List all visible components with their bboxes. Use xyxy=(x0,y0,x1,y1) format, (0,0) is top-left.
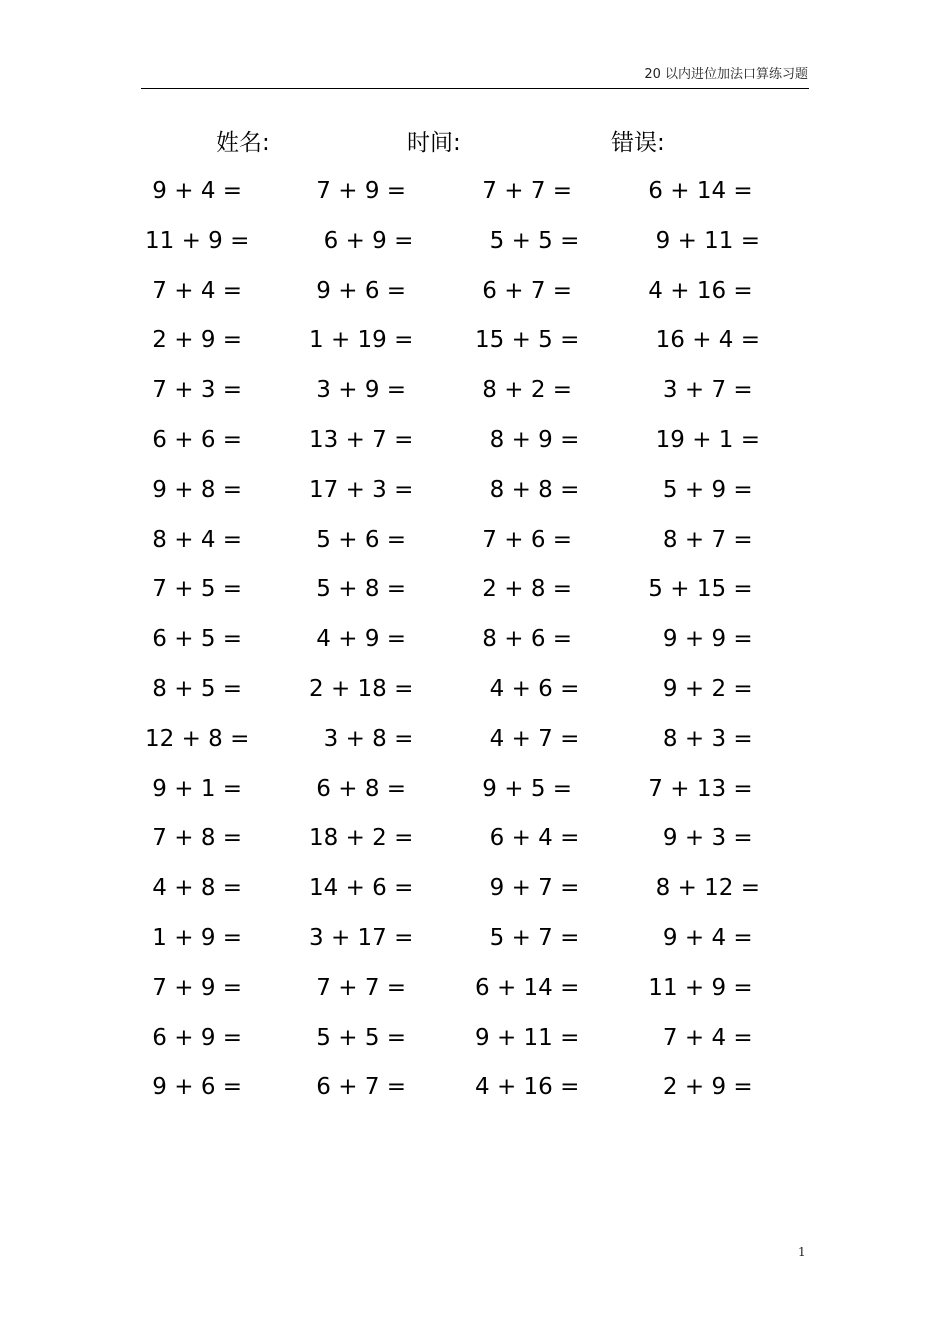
addition-problem: 7 + 5 = xyxy=(145,576,243,603)
addition-problem: 3 + 7 = xyxy=(641,377,753,404)
addition-problem: 9 + 6 = xyxy=(145,1074,243,1101)
addition-problem: 4 + 8 = xyxy=(145,875,243,902)
addition-problem: 7 + 13 = xyxy=(641,775,753,802)
header-divider xyxy=(141,88,809,89)
addition-problem: 6 + 7 = xyxy=(309,1074,407,1101)
addition-problem: 6 + 8 = xyxy=(309,775,407,802)
addition-problem: 6 + 9 = xyxy=(309,227,414,254)
addition-problem: 3 + 9 = xyxy=(309,377,407,404)
addition-problem: 5 + 5 = xyxy=(309,1024,407,1051)
addition-problem: 8 + 4 = xyxy=(145,526,243,553)
addition-problem: 5 + 15 = xyxy=(641,576,753,603)
addition-problem: 8 + 8 = xyxy=(475,476,580,503)
problem-grid xyxy=(145,174,760,1120)
addition-problem: 8 + 7 = xyxy=(641,526,753,553)
addition-problem: 9 + 11 = xyxy=(475,1024,580,1051)
addition-problem: 9 + 1 = xyxy=(145,775,243,802)
problem-row xyxy=(145,1070,753,1120)
addition-problem: 5 + 7 = xyxy=(475,924,580,951)
addition-problem: 2 + 9 = xyxy=(641,1074,753,1101)
addition-problem: 7 + 9 = xyxy=(309,178,407,204)
problem-row xyxy=(145,274,753,324)
problem-row xyxy=(145,572,753,622)
problem-row xyxy=(145,423,760,473)
addition-problem: 17 + 3 = xyxy=(309,476,414,503)
addition-problem: 11 + 9 = xyxy=(145,227,250,254)
addition-problem: 8 + 5 = xyxy=(145,675,243,702)
addition-problem: 2 + 18 = xyxy=(309,675,414,702)
problem-row xyxy=(145,174,753,224)
addition-problem: 9 + 11 = xyxy=(641,227,760,254)
addition-problem: 4 + 6 = xyxy=(475,675,580,702)
problem-row xyxy=(145,871,760,921)
addition-problem: 5 + 9 = xyxy=(641,476,753,503)
addition-problem: 4 + 16 = xyxy=(641,277,753,304)
addition-problem: 8 + 2 = xyxy=(475,377,573,404)
addition-problem: 18 + 2 = xyxy=(309,825,414,852)
addition-problem: 9 + 7 = xyxy=(475,875,580,902)
addition-problem: 7 + 7 = xyxy=(309,974,407,1001)
addition-problem: 9 + 4 = xyxy=(641,924,753,951)
errors-label: 错误: xyxy=(611,130,665,156)
addition-problem: 6 + 14 = xyxy=(641,178,753,204)
addition-problem: 9 + 9 = xyxy=(641,626,753,653)
problem-row xyxy=(145,224,760,274)
problem-row xyxy=(145,722,753,772)
problem-row xyxy=(145,523,753,573)
problem-row xyxy=(145,821,753,871)
addition-problem: 7 + 3 = xyxy=(145,377,243,404)
addition-problem: 14 + 6 = xyxy=(309,875,414,902)
addition-problem: 5 + 6 = xyxy=(309,526,407,553)
problem-row xyxy=(145,1021,753,1071)
addition-problem: 19 + 1 = xyxy=(641,426,760,453)
addition-problem: 8 + 9 = xyxy=(475,426,580,453)
addition-problem: 5 + 5 = xyxy=(475,227,580,254)
problem-row xyxy=(145,971,753,1021)
addition-problem: 8 + 12 = xyxy=(641,875,760,902)
addition-problem: 11 + 9 = xyxy=(641,974,753,1001)
addition-problem: 12 + 8 = xyxy=(145,725,250,752)
problem-row xyxy=(145,473,753,523)
addition-problem: 9 + 6 = xyxy=(309,277,407,304)
addition-problem: 9 + 8 = xyxy=(145,476,243,503)
addition-problem: 5 + 8 = xyxy=(309,576,407,603)
problem-row xyxy=(145,921,753,971)
addition-problem: 9 + 2 = xyxy=(641,675,753,702)
addition-problem: 7 + 7 = xyxy=(475,178,573,204)
addition-problem: 3 + 8 = xyxy=(309,725,414,752)
addition-problem: 2 + 8 = xyxy=(475,576,573,603)
addition-problem: 6 + 4 = xyxy=(475,825,580,852)
addition-problem: 6 + 6 = xyxy=(145,426,243,453)
student-info-labels xyxy=(0,126,950,160)
addition-problem: 9 + 4 = xyxy=(145,178,243,204)
addition-problem: 13 + 7 = xyxy=(309,426,414,453)
addition-problem: 7 + 8 = xyxy=(145,825,243,852)
page-number: 1 xyxy=(798,1245,806,1259)
addition-problem: 9 + 5 = xyxy=(475,775,573,802)
addition-problem: 8 + 6 = xyxy=(475,626,573,653)
addition-problem: 7 + 6 = xyxy=(475,526,573,553)
addition-problem: 4 + 7 = xyxy=(475,725,580,752)
addition-problem: 6 + 14 = xyxy=(475,974,580,1001)
document-header-title: 20 以内进位加法口算练习题 xyxy=(644,67,808,82)
addition-problem: 6 + 9 = xyxy=(145,1024,243,1051)
addition-problem: 7 + 9 = xyxy=(145,974,243,1001)
addition-problem: 9 + 3 = xyxy=(641,825,753,852)
addition-problem: 1 + 9 = xyxy=(145,924,243,951)
problem-row xyxy=(145,622,753,672)
problem-row xyxy=(145,323,760,373)
problem-row xyxy=(145,772,753,822)
addition-problem: 4 + 9 = xyxy=(309,626,407,653)
name-label: 姓名: xyxy=(216,130,270,156)
addition-problem: 4 + 16 = xyxy=(475,1074,580,1101)
addition-problem: 7 + 4 = xyxy=(145,277,243,304)
addition-problem: 2 + 9 = xyxy=(145,327,243,354)
problem-row xyxy=(145,672,753,722)
problem-row xyxy=(145,373,753,423)
addition-problem: 8 + 3 = xyxy=(641,725,753,752)
addition-problem: 3 + 17 = xyxy=(309,924,414,951)
addition-problem: 1 + 19 = xyxy=(309,327,414,354)
addition-problem: 6 + 5 = xyxy=(145,626,243,653)
addition-problem: 15 + 5 = xyxy=(475,327,580,354)
addition-problem: 6 + 7 = xyxy=(475,277,573,304)
time-label: 时间: xyxy=(407,130,461,156)
addition-problem: 7 + 4 = xyxy=(641,1024,753,1051)
addition-problem: 16 + 4 = xyxy=(641,327,760,354)
